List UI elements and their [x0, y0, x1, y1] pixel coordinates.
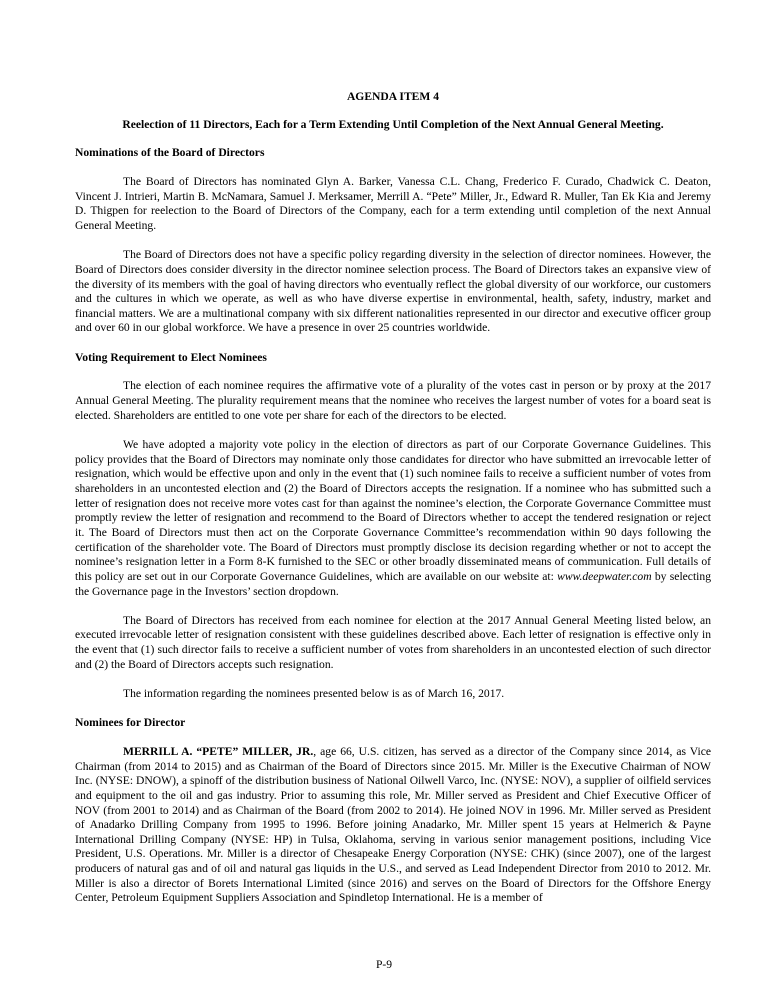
- nominee-bio: [75, 745, 711, 906]
- paragraph: The election of each nominee requires the affirmative vote of a plurality of the votes cast in person or by proxy at the 2017 Annual General Meeting. The plurality requirement means that the nominee who receives the largest number of votes for a board seat is elected. Shareholders are entitled to one vote per share for each of the directors to be elected.: [75, 379, 711, 422]
- paragraph: The Board of Directors has received from each nominee for election at the 2017 Annual General Meeting listed below, an executed irrevocable letter of resignation consistent with these guidelines described above. Each letter of resignation is effective only in the event that (1) such director fails to receive a sufficient number of votes from shareholders in an uncontested election of such director and (2) the Board of Directors accepts such resignation.: [75, 613, 711, 671]
- section-heading-nominations: Nominations of the Board of Directors: [75, 146, 265, 160]
- agenda-title: AGENDA ITEM 4: [346, 90, 440, 103]
- paragraph: The Board of Directors does not have a specific policy regarding diversity in the selection of director nominees. However, the Board of Directors does consider diversity in the director nominee selection process. The Board of Directors takes an expansive view of the diversity of its members with the goal of having directors who eventually reflect the global diversity of our workforce, our customers and the cultures in which we operate, as well as who have diverse expertise in environmental, health, safety, industry, market and financial matters. We are a multinational company with six different nationalities represented in our director and executive officer group and over 60 in our global workforce. We have a presence in over 25 countries worldwide.: [75, 248, 711, 335]
- paragraph-text: We have adopted a majority vote policy in the election of directors as part of our Corporate Governance Guidelines. This policy provides that the Board of Directors may nominate only those candidates for director who have submitted an irrevocable letter of resignation, which would be effective upon and only in the event that (1) such nominee fails to receive a sufficient number of votes from shareholders in an uncontested election and (2) the Board of Directors accepts the resignation. If a nominee who has submitted such a letter of resignation does not receive more votes cast for than against the nominee’s election, the Corporate Governance Committee must promptly review the letter of resignation and recommend to the Board of Directors whether to accept the tendered resignation or reject it. The Board of Directors must then act on the Corporate Governance Committee’s recommendation within 90 days following the certification of the shareholder vote. The Board of Directors must promptly disclose its decision regarding whether or not to accept the nominee’s resignation letter in a Form 8-K furnished to the SEC or other broadly disseminated means of communication. Full details of this policy are set out in our Corporate Governance Guidelines, which are available on our website at:: [75, 437, 711, 583]
- document-page: [75, 90, 711, 921]
- paragraph: The information regarding the nominees presented below is as of March 16, 2017.: [123, 686, 505, 700]
- website-link[interactable]: www.deepwater.com: [557, 569, 652, 583]
- nominee-bio-text: , age 66, U.S. citizen, has served as a director of the Company since 2014, as Vice Chairman (from 2014 to 2015) and as Chairman of the Board of Directors since 2015. Mr. Miller is the Executive Chairman of NOW Inc. (NYSE: DNOW), a spinoff of the distribution business of National Oilwell Varco, Inc. (NYSE: NOV), a supplier of oilfield services and equipment to the oil and gas industry. Prior to assuming this role, Mr. Miller served as President and Chief Executive Officer of NOV (from 2001 to 2014) and as Chairman of the Board (from 2002 to 2014). He joined NOV in 1996. Mr. Miller served as President of Anadarko Drilling Company from 1995 to 1996. Before joining Anadarko, Mr. Miller spent 15 years at Helmerich & Payne International Drilling Company (NYSE: HP) in Tulsa, Oklahoma, serving in various senior management positions, including Vice President, U.S. Operations. Mr. Miller is a director of Chesapeake Energy Corporation (NYSE: CHK) (since 2007), one of the largest producers of natural gas and of oil and natural gas liquids in the U.S., and served as Lead Independent Director from 2010 to 2012. Mr. Miller is also a director of Borets International Limited (since 2016) and serves on the Board of Directors for the Offshore Energy Center, Petroleum Equipment Suppliers Association and Spindletop International. He is a member of: [75, 744, 711, 905]
- paragraph: [75, 438, 711, 599]
- section-heading-voting-requirement: Voting Requirement to Elect Nominees: [75, 350, 267, 364]
- page-number: P-9: [375, 958, 393, 971]
- agenda-subtitle: Reelection of 11 Directors, Each for a Term Extending Until Completion of the Next Annual General Meeting.: [122, 117, 664, 131]
- paragraph-text: by selecting the Governance page in the Investors’ section dropdown.: [75, 569, 711, 598]
- paragraph: The Board of Directors has nominated Glyn A. Barker, Vanessa C.L. Chang, Frederico F. Curado, Chadwick C. Deaton, Vincent J. Intrieri, Martin B. McNamara, Samuel J. Merksamer, Merrill A. “Pete” Miller, Jr., Edward R. Muller, Tan Ek Kia and Jeremy D. Thigpen for reelection to the Board of Directors of the Company, each for a term extending until completion of the next Annual General Meeting.: [75, 174, 711, 232]
- section-heading-nominees: Nominees for Director: [75, 716, 186, 730]
- nominee-name: MERRILL A. “PETE” MILLER, JR.: [123, 744, 314, 758]
